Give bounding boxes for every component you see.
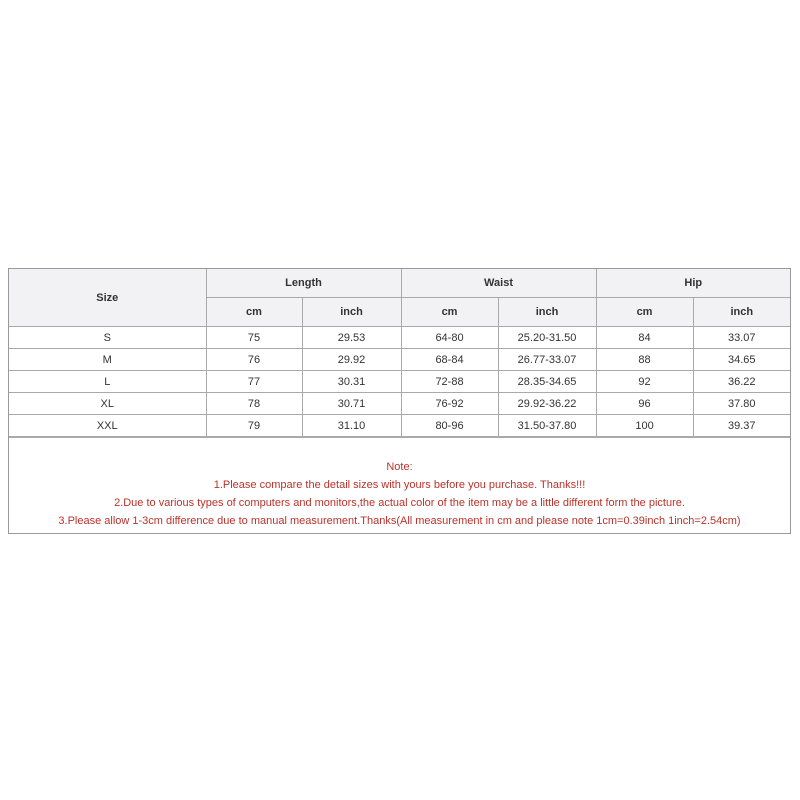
size-cell: XXL: [9, 415, 206, 437]
unit-header: cm: [596, 298, 693, 327]
unit-header: cm: [401, 298, 498, 327]
table-cell: 76-92: [401, 393, 498, 415]
table-cell: 72-88: [401, 371, 498, 393]
table-row: [9, 371, 790, 393]
group-header-row: [9, 269, 790, 298]
table-cell: 92: [596, 371, 693, 393]
table-cell: 29.92-36.22: [498, 393, 596, 415]
table-cell: 25.20-31.50: [498, 327, 596, 349]
size-cell: L: [9, 371, 206, 393]
table-cell: 79: [206, 415, 302, 437]
table-cell: 96: [596, 393, 693, 415]
table-cell: 31.10: [302, 415, 401, 437]
note-line: 2.Due to various types of computers and monitors,the actual color of the item may be a little different form the picture.: [114, 497, 685, 509]
table-cell: 34.65: [693, 349, 790, 371]
size-cell: XL: [9, 393, 206, 415]
table-row: [9, 415, 790, 437]
table-row: [9, 327, 790, 349]
table-cell: 77: [206, 371, 302, 393]
size-cell: M: [9, 349, 206, 371]
table-row: [9, 393, 790, 415]
note-line: 3.Please allow 1-3cm difference due to manual measurement.Thanks(All measurement in cm and please note 1cm=0.39inch 1inch=2.54cm): [58, 515, 741, 527]
note-title: Note:: [386, 461, 413, 473]
table-row: [9, 349, 790, 371]
table-cell: 88: [596, 349, 693, 371]
table-cell: 64-80: [401, 327, 498, 349]
table-cell: 78: [206, 393, 302, 415]
size-cell: S: [9, 327, 206, 349]
note-line: 1.Please compare the detail sizes with yours before you purchase. Thanks!!!: [213, 479, 586, 491]
size-chart: [8, 268, 791, 534]
length-header: Length: [206, 269, 401, 298]
table-cell: 29.92: [302, 349, 401, 371]
unit-header: inch: [693, 298, 790, 327]
unit-header: inch: [302, 298, 401, 327]
table-cell: 29.53: [302, 327, 401, 349]
table-cell: 80-96: [401, 415, 498, 437]
table-cell: 30.31: [302, 371, 401, 393]
table-cell: 68-84: [401, 349, 498, 371]
table-cell: 100: [596, 415, 693, 437]
unit-header: inch: [498, 298, 596, 327]
table-cell: 84: [596, 327, 693, 349]
table-cell: 39.37: [693, 415, 790, 437]
unit-header: cm: [206, 298, 302, 327]
size-header: Size: [9, 269, 206, 327]
size-table: [9, 269, 790, 437]
table-cell: 76: [206, 349, 302, 371]
table-cell: 33.07: [693, 327, 790, 349]
table-cell: 30.71: [302, 393, 401, 415]
table-cell: 26.77-33.07: [498, 349, 596, 371]
waist-header: Waist: [401, 269, 596, 298]
table-cell: 37.80: [693, 393, 790, 415]
table-cell: 28.35-34.65: [498, 371, 596, 393]
hip-header: Hip: [596, 269, 790, 298]
table-cell: 36.22: [693, 371, 790, 393]
table-cell: 75: [206, 327, 302, 349]
table-cell: 31.50-37.80: [498, 415, 596, 437]
notes-section: [9, 437, 790, 533]
